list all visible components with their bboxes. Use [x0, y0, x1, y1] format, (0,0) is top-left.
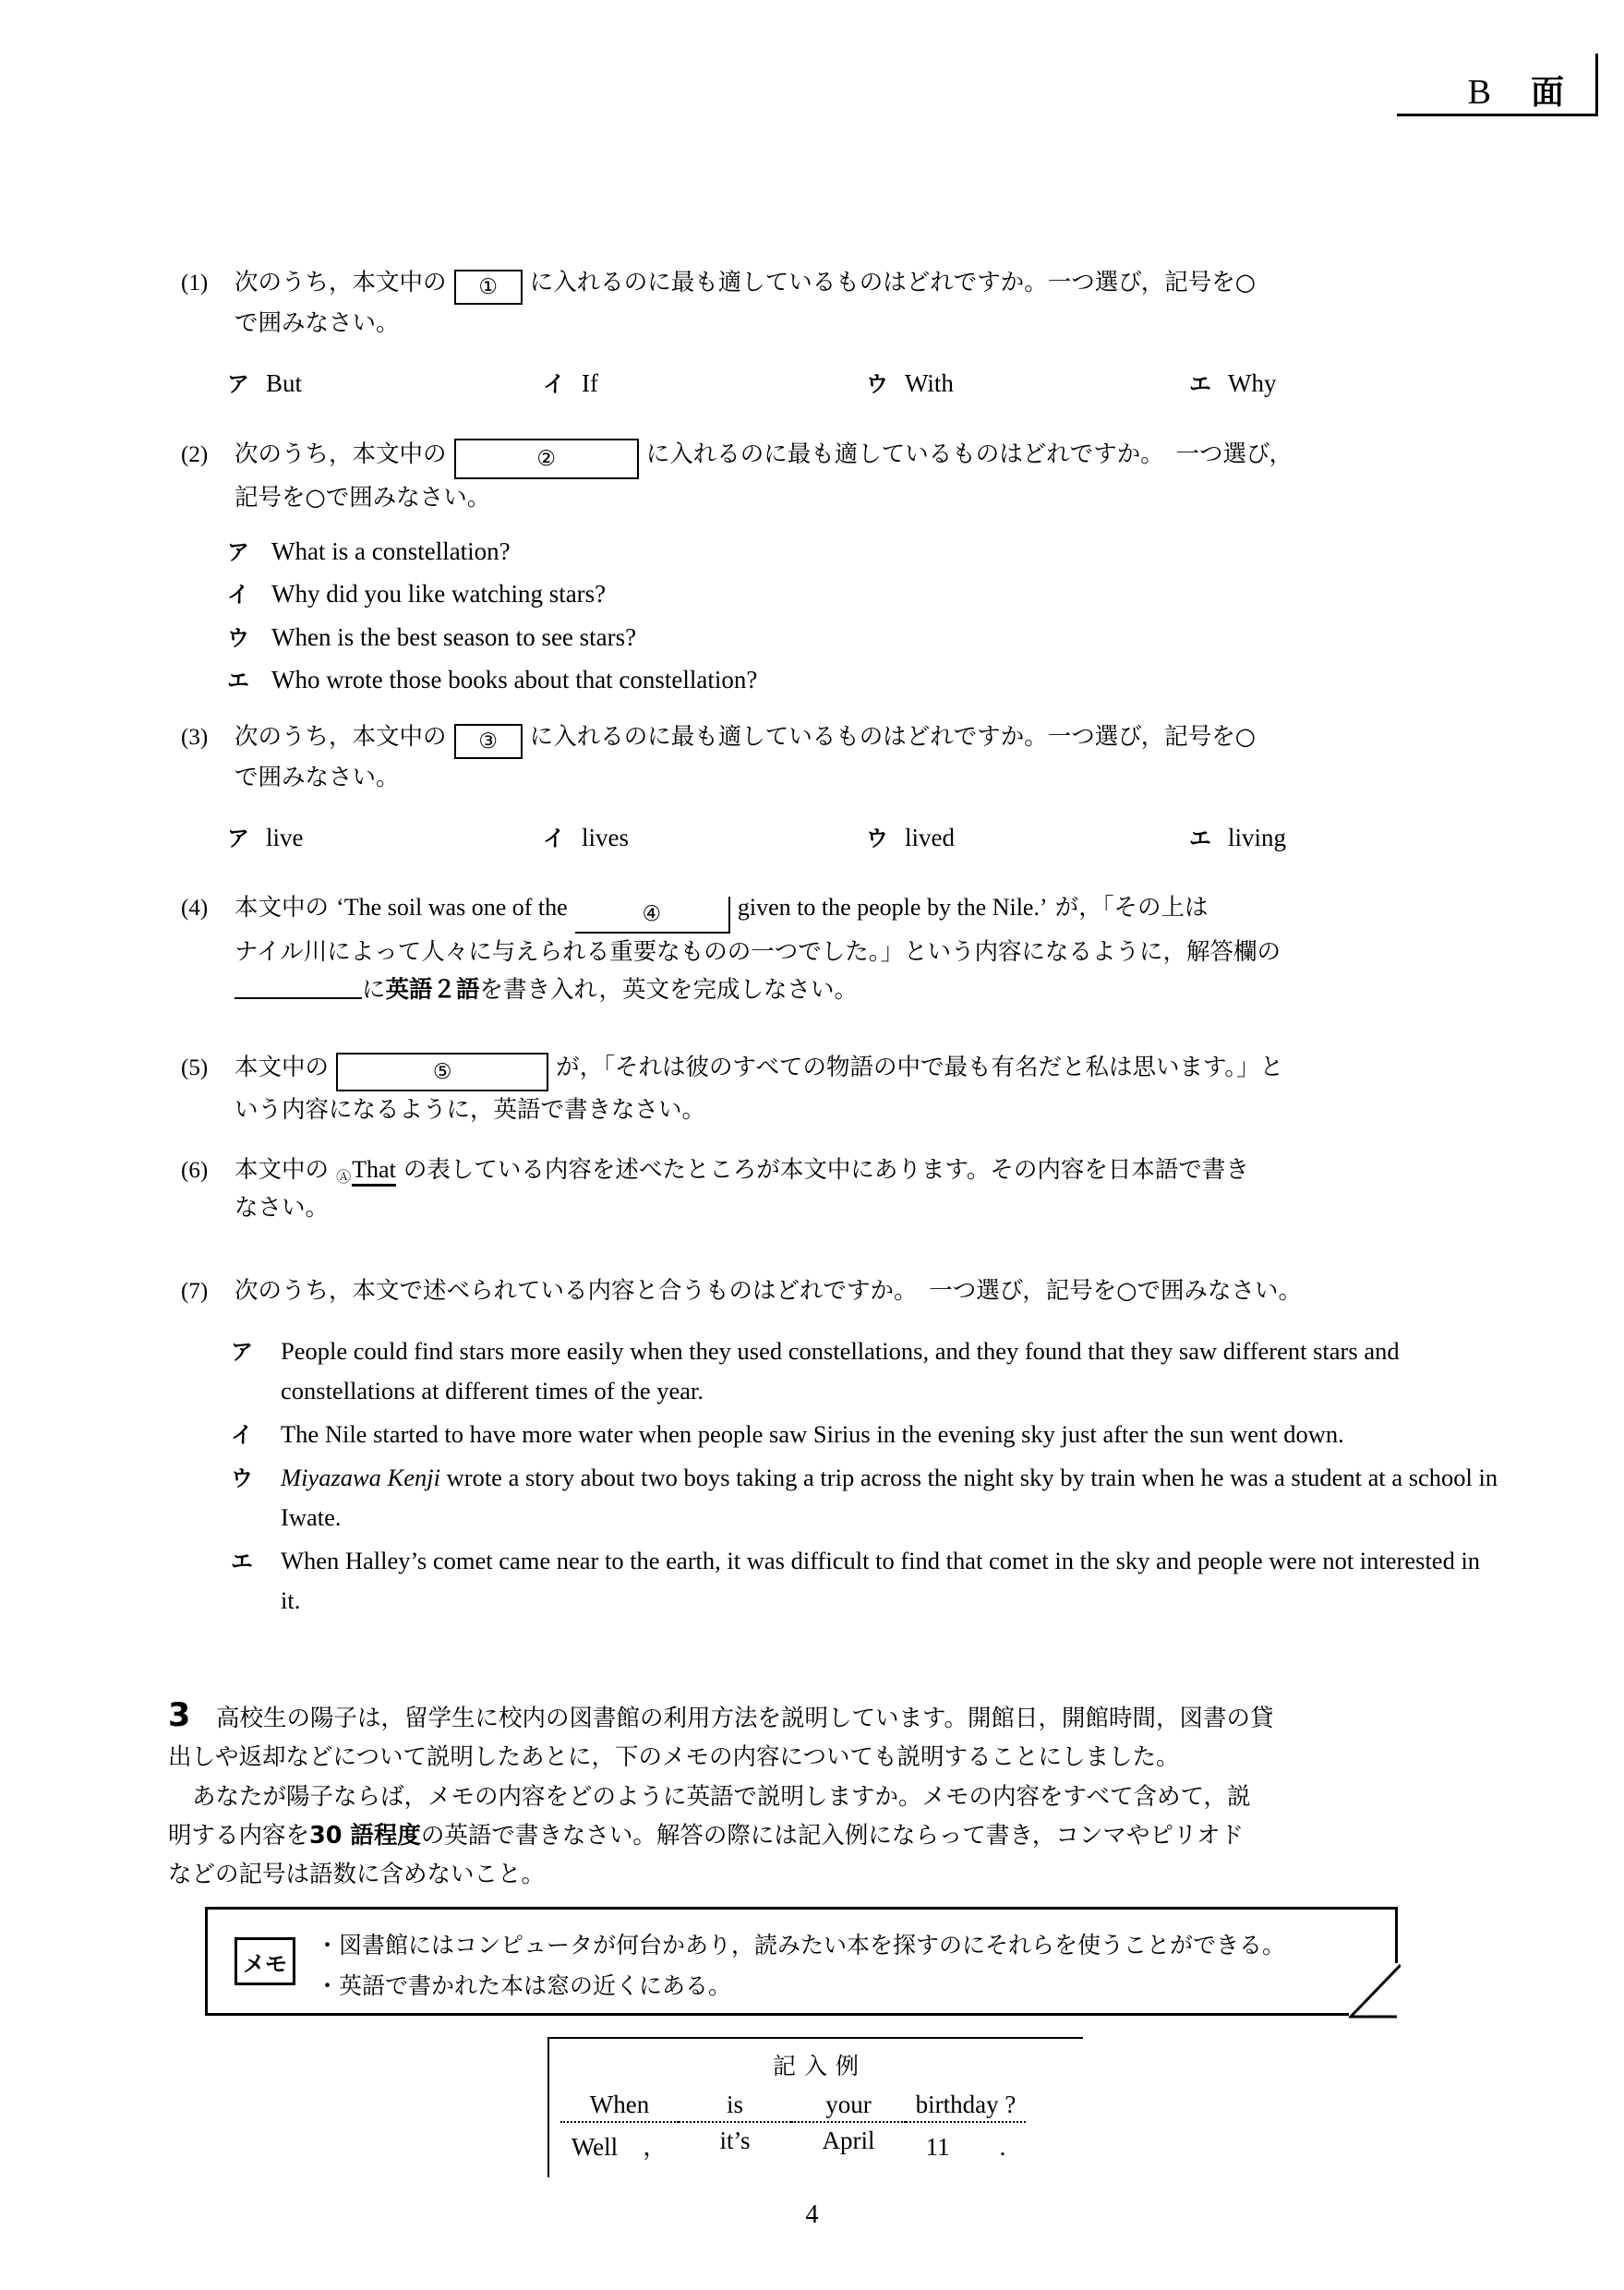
example-cell: When [560, 2091, 679, 2123]
question-1-text-before: 次のうち，本文中の [235, 269, 447, 296]
section-3-word-count: 30 語程度 [309, 1821, 421, 1850]
choice-kana: ウ [231, 1464, 253, 1491]
question-5-part1: 本文中の [235, 1054, 330, 1081]
choice-text: wrote a story about two boys taking a trip across the night sky by train when he was a student at a school in Iwate. [281, 1463, 1498, 1531]
question-3 [181, 718, 1492, 797]
choice-kana: イ [543, 826, 565, 851]
question-4-line3-a: に [362, 976, 386, 1005]
choice-item[interactable] [227, 534, 1501, 569]
question-6-underlined-word: That [352, 1156, 396, 1187]
choice-text: When is the best season to see stars? [271, 622, 637, 651]
question-7-text: 次のうち，本文で述べられている内容と合うものはどれですか。 一つ選び，記号を○で囲みなさい。 [235, 1277, 1302, 1305]
choice-text[interactable]: lived [905, 824, 955, 851]
choice-item[interactable] [231, 1332, 1500, 1411]
question-3-choices [227, 820, 1501, 852]
header-side-label: B [1467, 73, 1492, 112]
choice-kana: イ [543, 371, 565, 397]
question-2 [181, 436, 1492, 517]
memo-content [316, 1925, 1361, 2007]
choice-kana: ア [231, 1339, 253, 1365]
question-6-part1: 本文中の [235, 1156, 330, 1184]
choice-kana: ア [227, 371, 249, 397]
question-3-number: (3) [181, 725, 209, 750]
choice-kana: ウ [866, 826, 888, 851]
choice-text: Who wrote those books about that constellation? [271, 665, 758, 693]
question-2-choices [227, 534, 1501, 705]
choice-item[interactable] [231, 1415, 1500, 1454]
page-header [1397, 54, 1598, 116]
choice-kana: エ [1189, 371, 1211, 397]
question-1-number: (1) [181, 271, 209, 295]
memo-line: ・図書館にはコンピュータが何台かあり，読みたい本を探すのにそれらを使うことができる。 [316, 1932, 1286, 1959]
question-6-line2: なさい。 [235, 1194, 330, 1223]
example-table [547, 2037, 1083, 2163]
question-3-text-after: に入れるのに最も適しているものはどれですか。一つ選び，記号を○ [529, 723, 1256, 751]
question-1-text-line2: で囲みなさい。 [235, 309, 400, 337]
question-7-number: (7) [181, 1279, 209, 1304]
page-number: 4 [805, 2200, 819, 2229]
question-3-text-before: 次のうち，本文中の [235, 723, 447, 751]
question-6-number: (6) [181, 1158, 209, 1183]
choice-text: The Nile started to have more water when people saw Sirius in the evening sky just after the sun went down. [281, 1419, 1344, 1448]
section-3-para2-a: あなたが陽子ならば，メモの内容をどのように英語で説明しますか。メモの内容をすべて含めて，説 [192, 1782, 1251, 1811]
question-1-choices [227, 366, 1501, 398]
example-cell: it’s [719, 2127, 751, 2154]
example-title: 記入例 [772, 2053, 867, 2079]
example-cell: birthday ? [906, 2091, 1026, 2123]
choice-kana: イ [227, 582, 249, 609]
choice-kana: エ [231, 1548, 253, 1574]
section-3 [168, 1697, 1498, 1895]
question-4 [181, 888, 1492, 1010]
question-2-text-line2: 記号を○で囲みなさい。 [235, 484, 491, 512]
question-4-part1: 本文中の [235, 894, 330, 922]
question-6 [181, 1151, 1492, 1228]
question-7 [181, 1272, 1492, 1310]
section-3-para2-c: などの記号は語数に含めないこと。 [168, 1861, 546, 1889]
choice-italic-lead: Miyazawa Kenji [281, 1463, 440, 1491]
question-4-line3-b: を書き入れ，英文を完成しなさい。 [479, 976, 859, 1005]
choice-kana: エ [227, 667, 249, 693]
choice-kana: イ [231, 1421, 253, 1448]
memo-line: ・英語で書かれた本は窓の近くにある。 [316, 1972, 732, 1999]
choice-item[interactable] [231, 1458, 1500, 1537]
question-5-line2: いう内容になるように，英語で書きなさい。 [235, 1096, 706, 1124]
example-cell: 11 . [925, 2133, 1006, 2161]
section-3-para1-line2: 出しや返却などについて説明したあとに，下のメモの内容についても説明することにしました。 [168, 1743, 1180, 1772]
choice-text[interactable]: If [582, 369, 598, 397]
question-1 [181, 264, 1492, 343]
choice-kana: ア [227, 539, 249, 565]
choice-text: Why did you like watching stars? [271, 580, 607, 609]
choice-item[interactable] [227, 620, 1501, 655]
question-5 [181, 1049, 1492, 1129]
example-left-rule [547, 2037, 549, 2177]
question-5-part2: が，「それは彼のすべての物語の中で最も有名だと私は思います。」と [556, 1054, 1284, 1081]
question-6-part2: の表している内容を述べたところが本文中にあります。その内容を日本語で書き [403, 1156, 1249, 1184]
example-cell: Well ， [571, 2133, 668, 2161]
choice-text: What is a constellation? [271, 537, 511, 565]
header-men-label: 面 [1530, 74, 1564, 112]
question-3-blank: ③ [454, 724, 523, 759]
question-4-quote-open: ‘The soil was one of the [336, 894, 568, 921]
choice-kana: ア [227, 826, 249, 851]
question-4-line2: ナイル川によって人々に与えられる重要なものの一つでした。」という内容になるように，解答欄の [235, 938, 1281, 966]
question-1-blank: ① [454, 270, 523, 305]
example-row-answer [547, 2125, 1083, 2163]
memo-label: メモ [235, 1937, 295, 1985]
question-7-choices [231, 1332, 1500, 1623]
question-5-number: (5) [181, 1055, 209, 1080]
question-4-quote-close: given to the people by the Nile.’ [737, 894, 1048, 921]
question-2-text-after: に入れるのに最も適しているものはどれですか。 一つ選び， [645, 440, 1293, 468]
choice-text[interactable]: But [266, 369, 303, 397]
question-2-text-before: 次のうち，本文中の [235, 440, 447, 468]
question-2-blank: ② [454, 439, 639, 479]
choice-kana: ウ [227, 624, 249, 651]
question-4-part2: が，「その上は [1054, 894, 1209, 922]
choice-text[interactable]: living [1228, 824, 1287, 851]
choice-text: People could find stars more easily when they used constellations, and they found that they saw different stars and constellations at different times of the year. [281, 1337, 1400, 1404]
choice-text[interactable]: With [905, 369, 954, 397]
choice-item[interactable] [227, 576, 1501, 611]
section-3-para2-post: の英語で書きなさい。解答の際には記入例にならって書き，コンマやピリオド [420, 1821, 1245, 1850]
question-5-blank: ⑤ [336, 1053, 548, 1091]
example-top-rule [547, 2037, 1083, 2039]
circled-a-marker: Ⓐ [336, 1168, 352, 1186]
question-2-number: (2) [181, 442, 209, 467]
section-3-number: 3 [168, 1697, 191, 1734]
choice-text[interactable]: live [266, 824, 304, 851]
choice-kana: ウ [866, 371, 888, 397]
choice-item[interactable] [231, 1541, 1500, 1621]
example-cell: is [679, 2091, 791, 2123]
question-4-blank: ④ [575, 897, 730, 934]
section-3-para2-pre: 明する内容を [168, 1821, 310, 1850]
section-3-para1: 高校生の陽子は，留学生に校内の図書館の利用方法を説明しています。開館日，開館時間，図書の貸 [216, 1705, 1274, 1732]
choice-text[interactable]: lives [582, 824, 629, 851]
question-3-text-line2: で囲みなさい。 [235, 764, 400, 791]
example-cell: your [791, 2091, 906, 2123]
choice-item[interactable] [227, 662, 1501, 697]
memo-box [205, 1907, 1398, 2016]
example-row-question [547, 2091, 1083, 2123]
question-4-line3-bold: 英語２語 [385, 976, 480, 1005]
choice-text[interactable]: Why [1228, 369, 1277, 397]
question-1-text-after: に入れるのに最も適しているものはどれですか。一つ選び，記号を○ [529, 269, 1256, 296]
question-4-number: (4) [181, 896, 209, 921]
question-4-answer-blank [235, 977, 362, 999]
example-cell: April [822, 2127, 875, 2154]
choice-kana: エ [1189, 826, 1211, 851]
choice-text: When Halley’s comet came near to the earth, it was difficult to find that comet in the sky and people were not interested in it. [281, 1546, 1481, 1614]
